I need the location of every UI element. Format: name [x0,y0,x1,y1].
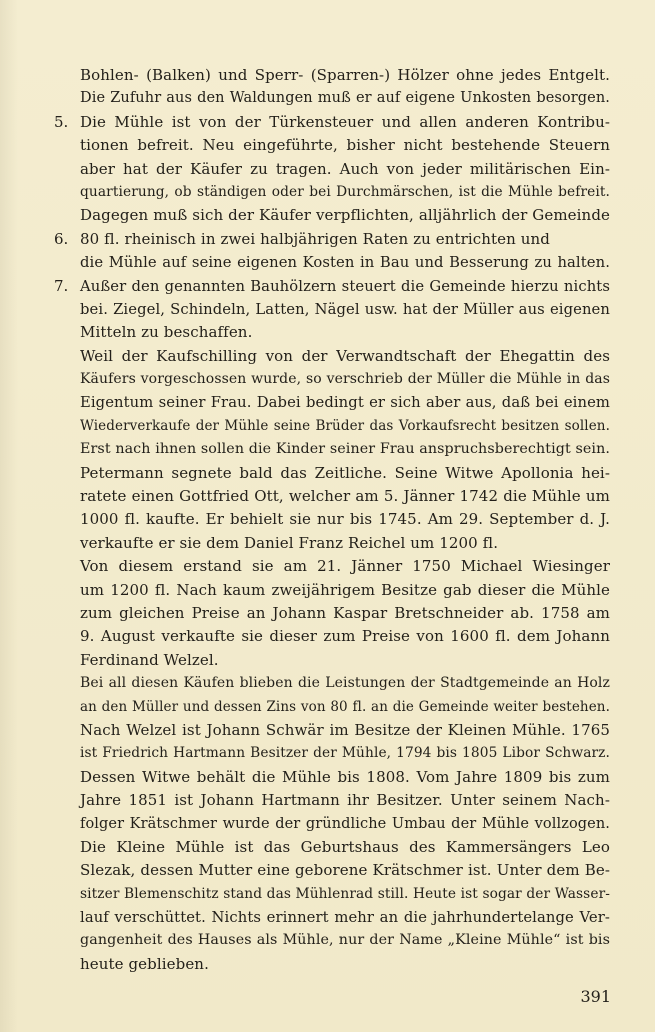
text-line: sitzer Blemenschitz stand das Mühlenrad still. Heute ist sogar der Wasser- [80,885,610,902]
body-text [80,64,610,976]
text-line: aber hat der Käufer zu tragen. Auch von jeder militärischen Ein- [80,159,610,178]
text-line: 1000 fl. kaufte. Er behielt sie nur bis 1745. Am 29. September d. J. [80,510,610,529]
text-line: heute geblieben. [80,954,209,973]
text-line: Weil der Kaufschilling von der Verwandtschaft der Ehegattin des [80,346,610,365]
list-item-number: 7. [54,276,69,295]
text-line: lauf verschüttet. Nichts erinnert mehr an die jahrhundertelange Ver- [80,909,610,927]
text-line: Käufers vorgeschossen wurde, so verschrieb der Müller die Mühle in das [80,371,610,388]
text-line: ratete einen Gottfried Ott, welcher am 5. Jänner 1742 die Mühle um [80,487,610,506]
text-line: Mitteln zu beschaffen. [80,323,253,342]
text-line: bei. Ziegel, Schindeln, Latten, Nägel usw. hat der Müller aus eigenen [80,300,610,318]
text-line: Wiederverkaufe der Mühle seine Brüder das Vorkaufsrecht besitzen sollen. [80,417,610,434]
text-line: Bohlen- (Balken) und Sperr- (Sparren-) Hölzer ohne jedes Entgelt. [80,66,610,84]
text-line: Slezak, dessen Mutter eine geborene Krätschmer ist. Unter dem Be- [80,861,610,880]
text-line: an den Müller und dessen Zins von 80 fl. an die Gemeinde weiter bestehen. [80,698,610,715]
text-line: 9. August verkaufte sie dieser zum Preise von 1600 fl. dem Johann [80,627,610,646]
text-line: Bei all diesen Käufen blieben die Leistungen der Stadtgemeinde an Holz [80,675,610,692]
text-line: Ferdinand Welzel. [80,650,219,669]
text-line: die Mühle auf seine eigenen Kosten in Bau und Besserung zu halten. [80,254,610,272]
text-line: Erst nach ihnen sollen die Kinder seiner Frau anspruchsberechtigt sein. [80,441,610,458]
text-line: Nach Welzel ist Johann Schwär im Besitze der Kleinen Mühle. 1765 [80,720,610,739]
text-line: quartierung, ob ständigen oder bei Durchmärschen, ist die Mühle befreit. [80,183,610,200]
text-line: zum gleichen Preise an Johann Kaspar Bretschneider ab. 1758 am [80,603,610,622]
text-line: verkaufte er sie dem Daniel Franz Reichel um 1200 fl. [80,533,499,552]
text-line: Außer den genannten Bauhölzern steuert die Gemeinde hierzu nichts [80,277,610,295]
list-item-number: 5. [54,112,69,131]
text-line: Die Kleine Mühle ist das Geburtshaus des Kammersängers Leo [80,837,610,856]
text-line: tionen befreit. Neu eingeführte, bisher nicht bestehende Steuern [80,136,610,155]
text-line: ist Friedrich Hartmann Besitzer der Mühle, 1794 bis 1805 Libor Schwarz. [80,745,610,762]
text-line: folger Krätschmer wurde der gründliche Umbau der Mühle vollzogen. [80,815,610,832]
text-line: gangenheit des Hauses als Mühle, nur der Name „Kleine Mühle“ ist bis [80,932,610,949]
list-item-number: 6. [54,229,69,248]
text-line: Eigentum seiner Frau. Dabei bedingt er sich aber aus, daß bei einem [80,394,610,412]
text-line: Petermann segnete bald das Zeitliche. Seine Witwe Apollonia hei- [80,463,610,482]
text-line: um 1200 fl. Nach kaum zweijährigem Besitze gab dieser die Mühle [80,580,610,599]
text-line: Von diesem erstand sie am 21. Jänner 1750 Michael Wiesinger [80,557,610,576]
text-line: Dagegen muß sich der Käufer verpflichten, alljährlich der Gemeinde [80,206,610,225]
text-line: 80 fl. rheinisch in zwei halbjährigen Raten zu entrichten und [80,229,550,248]
text-line: Dessen Witwe behält die Mühle bis 1808. Vom Jahre 1809 bis zum [80,767,610,786]
page-number: 391 [580,987,611,1006]
text-line: Die Mühle ist von der Türkensteuer und allen anderen Kontribu- [80,112,610,131]
text-line: Jahre 1851 ist Johann Hartmann ihr Besitzer. Unter seinem Nach- [80,791,610,810]
text-line: Die Zufuhr aus den Waldungen muß er auf eigene Unkosten besorgen. [80,90,610,107]
